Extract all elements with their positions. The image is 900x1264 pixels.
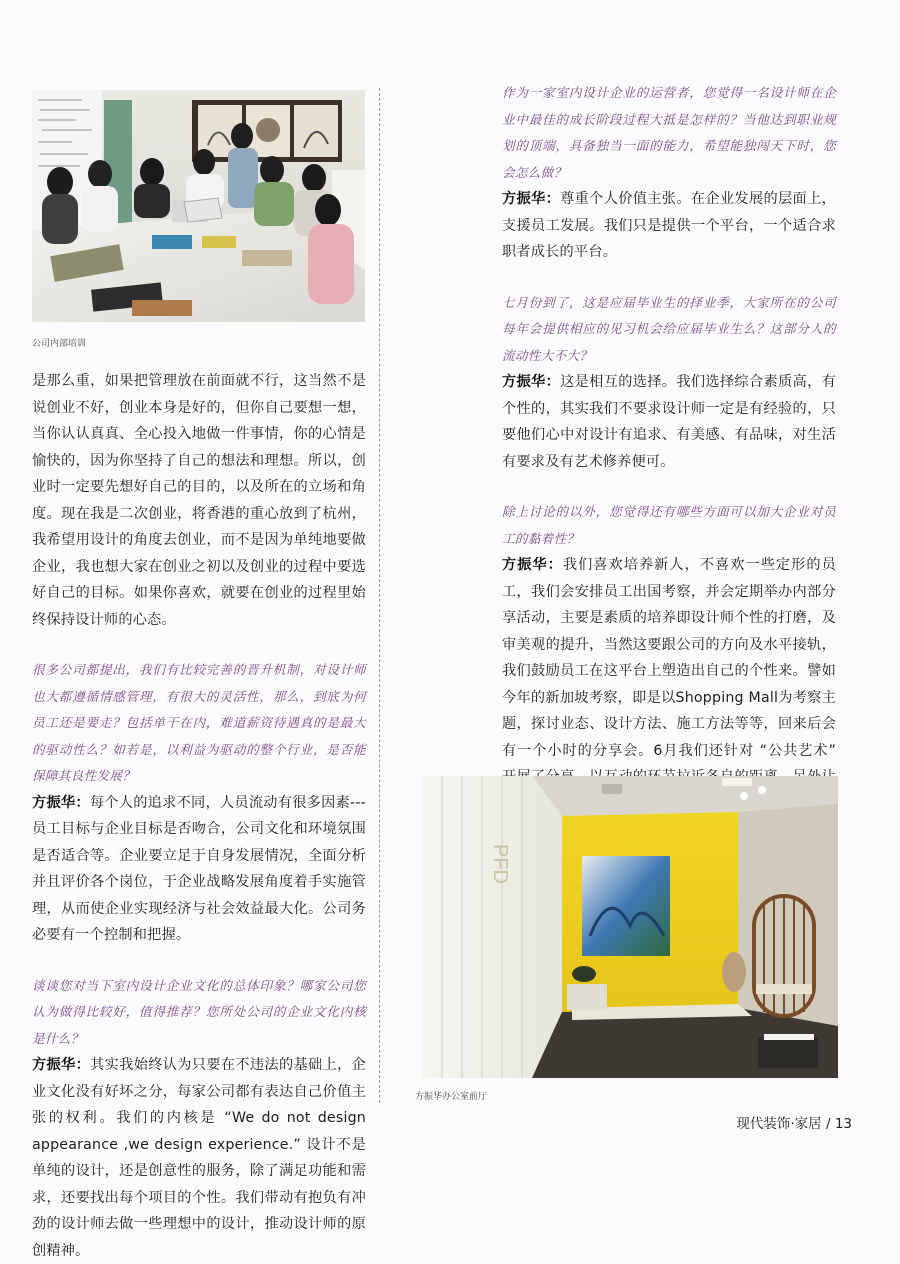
left-question-2: 很多公司都提出，我们有比较完善的晋升机制，对设计师也大都遵循情感管理，有很大的灵活性，那么，到底为何员工还是要走？包括单干在内，难道薪资待遇真的是最大的驱动性么？如若是，以利益为驱动的整个行业，是否能保障其良性发展？ <box>32 662 366 783</box>
footer-separator: / <box>821 1116 835 1132</box>
right-question-3: 除上讨论的以外，您觉得还有哪些方面可以加大企业对员工的黏着性？ <box>502 504 836 546</box>
training-room-illustration <box>32 90 365 322</box>
speaker-label: 方振华： <box>32 1057 91 1073</box>
left-paragraph-1: 是那么重，如果把管理放在前面就不行，这当然不是说创业不好，创业本身是好的，但你自己要想一想，当你认认真真、全心投入地做一件事情，你的心情是愉快的，因为你坚持了自己的想法和理想。所以，创业时一定要先想好自己的目的，以及所在的立场和角度。现在我是二次创业，将香港的重心放到了杭州，我希望用设计的角度去创业，而不是因为单纯地要做企业，我也想大家在创业之初以及创业的过程中要选好自己的目标。如果你喜欢，就要在创业的过程里始终保持设计师的心态。 <box>32 373 366 628</box>
left-question-3: 谈谈您对当下室内设计企业文化的总体印象？哪家公司您认为做得比较好，值得推荐？您所处公司的企业文化内核是什么？ <box>32 977 366 1046</box>
lobby-sign-letters: PFD <box>489 844 511 884</box>
right-question-2: 七月份到了，这是应届毕业生的择业季，大家所在的公司每年会提供相应的见习机会给应届毕业生么？这部分人的流动性大不大？ <box>502 294 836 363</box>
answer-text: 每个人的追求不同，人员流动有很多因素---员工目标与企业目标是否吻合，公司文化和环境氛围是否适合等。企业要立足于自身发展情况，全面分析并且评价各个岗位，于企业战略发展角度着手实施管理，从而使企业实现经济与社会效益最大化。公司务必要有一个控制和把握。 <box>32 794 366 943</box>
page-number: 13 <box>834 1116 852 1132</box>
answer-text: 其实我始终认为只要在不违法的基础上，企业文化没有好坏之分，每家公司都有表达自己价值主张的权利。我们的内核是 “We do not design appearance ,we design experience.” 设计不是单纯的设计，还是创意性的服务，除了满足功能和需求，还要找出每个项目的个性。我们带动有抱负有冲劲的设计师去做一些理想中的设计，推动设计师的原创精神。 <box>32 1057 366 1259</box>
photo-training-room <box>32 90 365 322</box>
right-column <box>502 80 836 844</box>
left-answer-3 <box>32 1052 366 1264</box>
answer-text: 这是相互的选择。我们选择综合素质高，有个性的，其实我们不要求设计师一定是有经验的，只要他们心中对设计有追求、有美感、有品味，对生活有要求及有艺术修养便可。 <box>502 374 836 470</box>
right-question-1: 作为一家室内设计企业的运营者，您觉得一名设计师在企业中最佳的成长阶段过程大抵是怎样的？当他达到职业规划的顶端，具备独当一面的能力，希望能独闯天下时，您会怎么做？ <box>502 85 836 180</box>
left-column <box>32 368 366 1264</box>
right-answer-1 <box>502 186 836 266</box>
left-answer-2 <box>32 790 366 949</box>
photo-lobby-caption: 方振华办公室前厅 <box>415 1092 488 1102</box>
photo-office-lobby <box>422 776 838 1078</box>
answer-text: 尊重个人价值主张。在企业发展的层面上，支援员工发展。我们只是提供一个平台，一个适合求职者成长的平台。 <box>502 191 836 260</box>
page-footer <box>736 1112 852 1132</box>
photo-training-caption: 公司内部培训 <box>32 339 87 349</box>
magazine-name: 现代装饰·家居 <box>736 1116 822 1132</box>
right-answer-2 <box>502 369 836 475</box>
speaker-label: 方振华： <box>502 374 561 390</box>
answer-text: 我们喜欢培养新人，不喜欢一些定形的员工，我们会安排员工出国考察，并会定期举办内部分享活动，主要是素质的培养即设计师个性的打磨，及审美观的提升，当然这要跟公司的方向及水平接轨，我们鼓励员工在这平台上塑造出自己的个性来。譬如今年的新加坡考察，即是以Shopping Mall为考察主题，探讨业态、设计方法、施工方法等等，回来后会有一个小时的分享会。6月我们还针对 “公共艺术” <box>502 557 836 759</box>
office-lobby-illustration <box>422 776 838 1078</box>
speaker-label: 方振华： <box>32 794 90 811</box>
column-divider <box>379 88 380 1103</box>
speaker-label: 方振华： <box>502 191 561 207</box>
speaker-label: 方振华： <box>502 557 563 573</box>
